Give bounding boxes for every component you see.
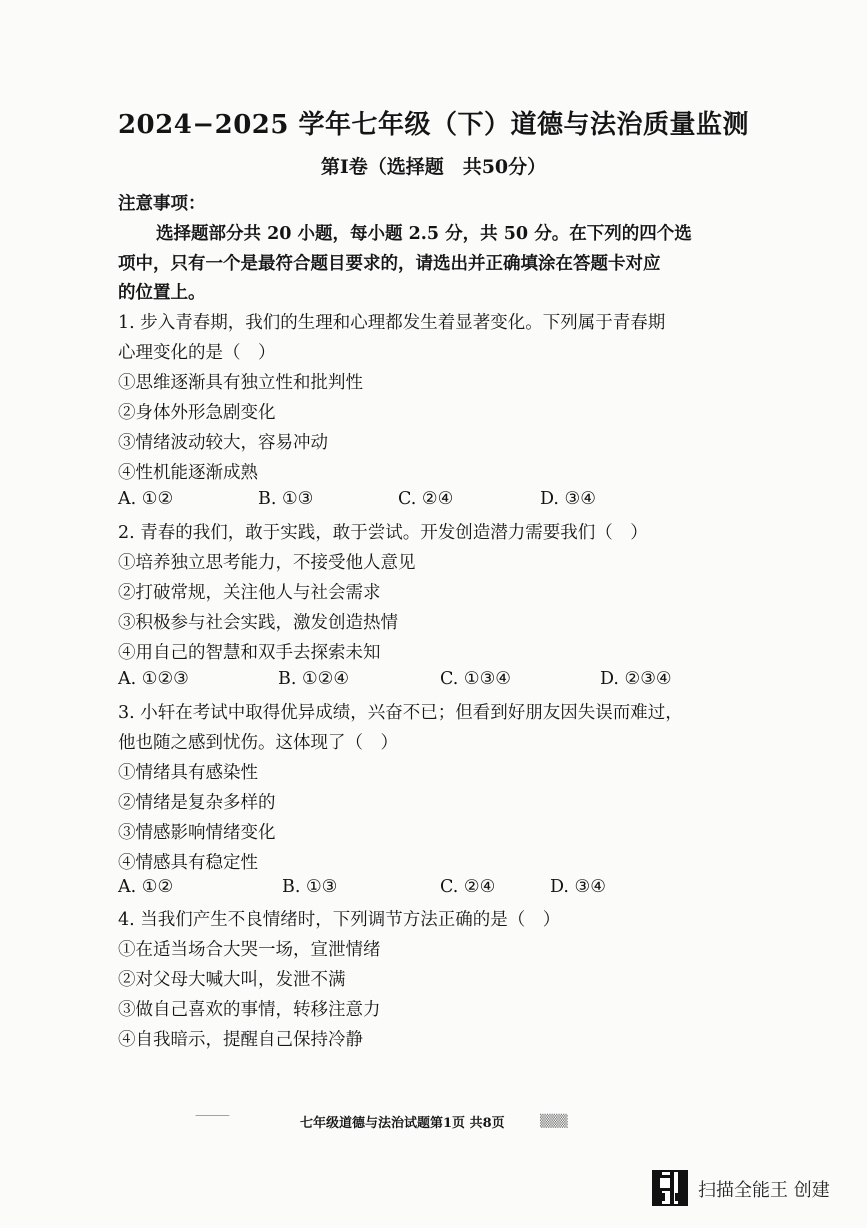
question-1-stem: 1. 步入青春期，我们的生理和心理都发生着显著变化。下列属于青春期: [118, 313, 666, 333]
question-3-item: ②情绪是复杂多样的: [118, 793, 276, 813]
question-1-item: ④性机能逐渐成熟: [118, 463, 258, 483]
question-1-option-d: D. ③④: [540, 489, 596, 509]
question-2-option-b: B. ①②④: [278, 669, 350, 689]
scanner-watermark: 扫描全能王 创建: [698, 1180, 830, 1201]
question-4-item: ②对父母大喊大叫，发泄不满: [118, 970, 346, 990]
question-2-stem: 2. 青春的我们，敢于实践，敢于尝试。开发创造潜力需要我们（ ）: [118, 523, 648, 543]
question-1-item: ③情绪波动较大，容易冲动: [118, 433, 328, 453]
question-1-option-a: A. ①②: [118, 489, 174, 509]
question-2-item: ③积极参与社会实践，激发创造热情: [118, 613, 398, 633]
notice-line: 选择题部分共 20 小题，每小题 2.5 分，共 50 分。在下列的四个选: [156, 224, 692, 244]
question-3-option-c: C. ②④: [440, 877, 496, 897]
question-1-stem: 心理变化的是（ ）: [118, 343, 276, 363]
section-subtitle: 第Ⅰ卷（选择题 共50分）: [320, 156, 547, 178]
question-2-item: ①培养独立思考能力，不接受他人意见: [118, 553, 416, 573]
exam-title: 2024−2025 学年七年级（下）道德与法治质量监测: [117, 110, 750, 140]
question-2-item: ④用自己的智慧和双手去探索未知: [118, 643, 381, 663]
page-footer: 七年级道德与法治试题第1页 共8页: [300, 1116, 505, 1131]
question-3-option-d: D. ③④: [550, 877, 606, 897]
qr-code-icon: [652, 1170, 688, 1206]
question-3-item: ④情感具有稳定性: [118, 853, 258, 873]
question-4-item: ④自我暗示，提醒自己保持冷静: [118, 1030, 363, 1050]
question-4-item: ①在适当场合大哭一场，宣泄情绪: [118, 940, 381, 960]
question-2-option-a: A. ①②③: [118, 669, 189, 689]
question-1-item: ②身体外形急剧变化: [118, 403, 276, 423]
question-1-item: ①思维逐渐具有独立性和批判性: [118, 373, 363, 393]
notice-heading: 注意事项：: [118, 194, 206, 214]
question-3-stem: 他也随之感到忧伤。这体现了（ ）: [118, 733, 398, 753]
notice-line: 的位置上。: [118, 283, 206, 303]
question-2-option-d: D. ②③④: [600, 669, 672, 689]
question-4-item: ③做自己喜欢的事情，转移注意力: [118, 1000, 381, 1020]
question-2-option-c: C. ①③④: [440, 669, 511, 689]
question-4-stem: 4. 当我们产生不良情绪时，下列调节方法正确的是（ ）: [118, 910, 561, 930]
question-3-item: ③情感影响情绪变化: [118, 823, 276, 843]
question-2-item: ②打破常规，关注他人与社会需求: [118, 583, 381, 603]
question-1-option-c: C. ②④: [398, 489, 454, 509]
scan-noise: ▒▒▒: [540, 1114, 568, 1128]
question-3-option-b: B. ①③: [282, 877, 338, 897]
question-3-item: ①情绪具有感染性: [118, 763, 258, 783]
notice-line: 项中，只有一个是最符合题目要求的，请选出并正确填涂在答题卡对应: [118, 254, 661, 274]
question-3-option-a: A. ①②: [118, 877, 174, 897]
scan-smudge: ⸻: [195, 1107, 230, 1123]
question-3-stem: 3. 小轩在考试中取得优异成绩，兴奋不已；但看到好朋友因失误而难过，: [118, 703, 683, 723]
question-1-option-b: B. ①③: [258, 489, 314, 509]
